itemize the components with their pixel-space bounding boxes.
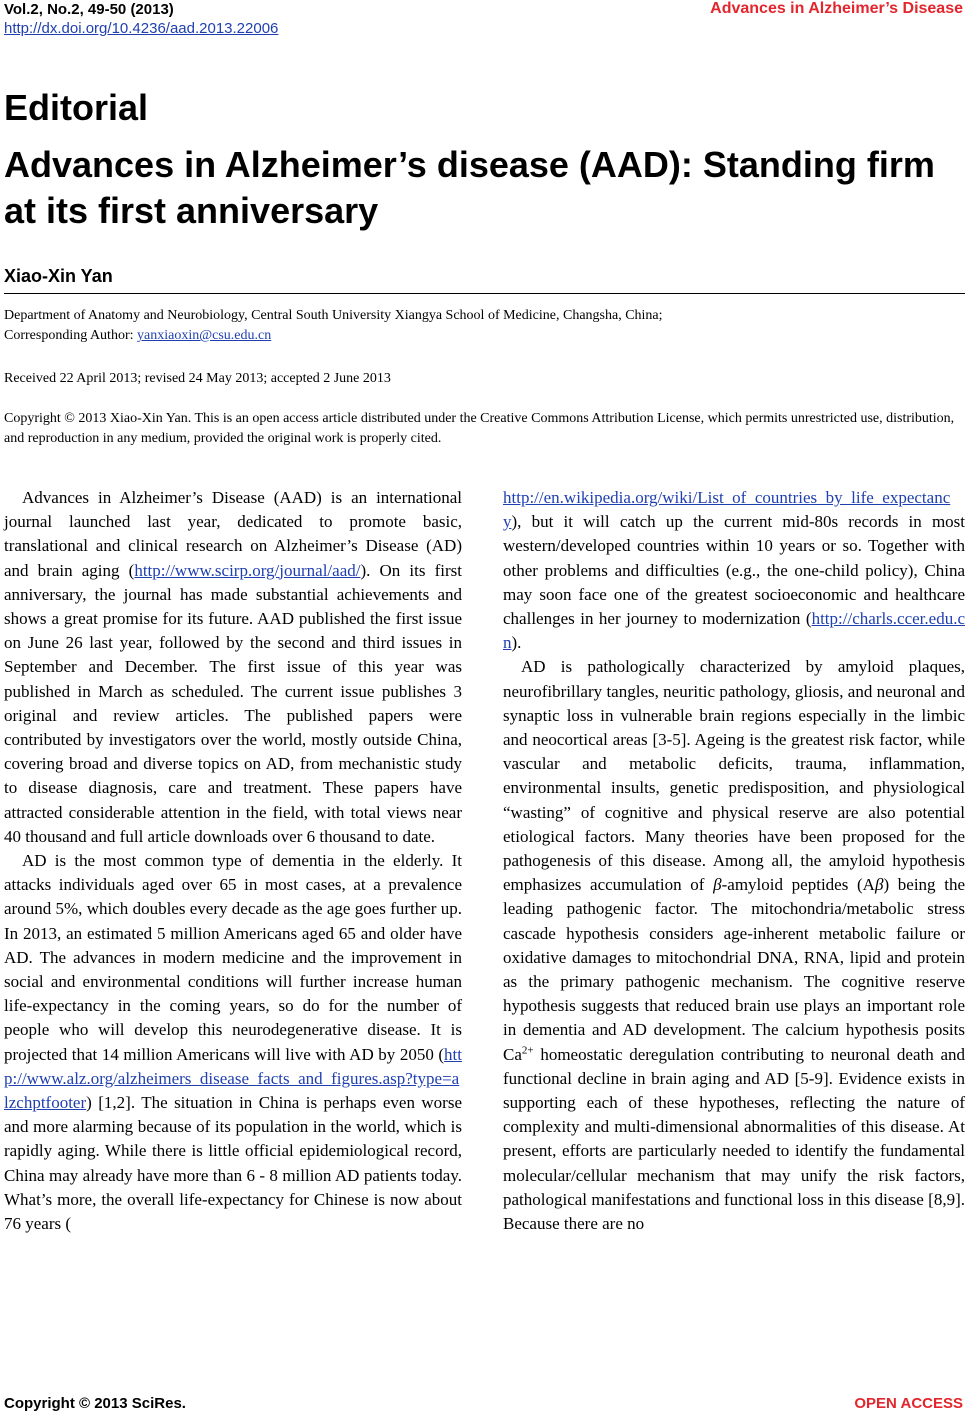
paragraph-epidemiology-cont — [503, 486, 965, 655]
paragraph-intro — [4, 486, 462, 849]
text-run: AD is the most common type of dementia in the elderly. It attacks individuals aged over 65 in most cases, at a prevalence around 5%, which doubles every decade as the age goes further up. In 2013, an estimated 5 million Americans aged 65 and older have AD. The advances in modern medicine and the improvement in social and environmental conditions will further increase human life-expectancy in the coming years, so do for the number of people who will develop this neurodegenerative disease. It is projected that 14 million Americans will live with AD by 2050 ( — [4, 851, 462, 1064]
charls-link[interactable]: http://charls.ccer.edu.cn — [503, 609, 965, 653]
journal-link[interactable]: http://www.scirp.org/journal/aad/ — [134, 560, 361, 580]
journal-name: Advances in Alzheimer’s Disease — [710, 0, 963, 17]
affiliation: Department of Anatomy and Neurobiology, Central South University Xiangya School of Medicine, Changsha, China; — [4, 308, 663, 323]
text-run: Advances in Alzheimer’s Disease (AAD) is an international journal launched last year, dedicated to promote basic, translational and clinical research on Alzheimer’s Disease (AD) and brain aging ( — [4, 488, 462, 580]
corresponding-label: Corresponding Author: — [4, 328, 137, 343]
doi-link[interactable]: http://dx.doi.org/10.4236/aad.2013.22006 — [4, 20, 279, 37]
article-title: Advances in Alzheimer’s disease (AAD): Standing firm at its first anniversary — [4, 144, 935, 231]
text-run: ) [1,2]. The situation in China is perhaps even worse and more alarming because of its population in the world, which is rapidly aging. While there is little official epidemiological record, China may already have more than 6 - 8 million AD patients today. What’s more, the overall life-expectancy for Chinese is now about 76 years ( — [4, 1093, 462, 1234]
text-run: AD is pathologically characterized by amyloid plaques, neurofibrillary tangles, neuritic pathology, gliosis, and neuronal and synaptic loss in vulnerable brain regions especially in the limbic and neocortical areas [3-5]. Ageing is the greatest risk factor, while vascular and metabolic deficits, trauma, inflammation, environmental insults, genetic predisposition, and physiological “wasting” of cognitive and physical reserve are also potential etiological factors. Many theories have been proposed for the pathogenesis of this disease. Among all, the amyloid hypothesis emphasizes accumulation of — [503, 657, 965, 895]
text-run: ). On its first anniversary, the journal has made substantial achievements and shows a great promise for its future. AAD published the first issue on June 26 last year, followed by the second and third issues in September and December. The first issue of this year was published in March as scheduled. The current issue publishes 3 original and review articles. The published papers were contributed by investigators over the world, mostly outside China, covering broad and diverse topics on AD, from mechanistic study to disease diagnosis, care and treatment. These papers have attracted considerable attention in the field, with total views near 40 thousand and full article downloads over 6 thousand to date. — [4, 560, 463, 846]
title-divider — [4, 293, 965, 294]
footer-open-access: OPEN ACCESS — [854, 1395, 963, 1412]
beta-symbol: β — [874, 875, 884, 895]
corresponding-email-link[interactable]: yanxiaoxin@csu.edu.cn — [137, 328, 272, 343]
received-dates: Received 22 April 2013; revised 24 May 2013; accepted 2 June 2013 — [4, 371, 391, 386]
text-run: homeostatic deregulation contributing to neuronal death and functional decline in brain aging and AD [5-9]. Evidence exists in supporting each of these hypotheses, reflecting the nature of complexity and multi-dimensional abnormalities of this disease. At present, efforts are particularly needed to identify the fundamental molecular/cellular mechanism that may unify the risk factors, pathological manifestations and functional loss in this disease [8,9]. Because there are no — [503, 1044, 965, 1234]
text-run: ). — [511, 633, 522, 653]
text-run: -amyloid peptides (A — [721, 875, 875, 895]
paragraph-pathology — [503, 655, 965, 1236]
page-header-left — [4, 0, 278, 38]
author-name: Xiao-Xin Yan — [4, 266, 113, 286]
superscript: 2+ — [521, 1044, 534, 1057]
body-column-left — [4, 486, 462, 1236]
footer-copyright: Copyright © 2013 SciRes. — [4, 1395, 186, 1412]
copyright-note: Copyright © 2013 Xiao-Xin Yan. This is an open access article distributed under the Creative Commons Attribution License, which permits unrestricted use, distribution, and reproduction in any medium, provided the original work is properly cited. — [4, 411, 955, 446]
wikipedia-link[interactable]: http://en.wikipedia.org/wiki/List_of_countries_by_life_expectancy — [503, 488, 951, 532]
beta-symbol: β — [713, 875, 722, 895]
affiliation-block — [4, 306, 965, 346]
alz-facts-link[interactable]: http://www.alz.org/alzheimers_disease_facts_and_figures.asp?type=alzchptfooter — [4, 1044, 462, 1113]
section-label: Editorial — [4, 87, 149, 128]
text-run: ) being the leading pathogenic factor. The mitochondria/metabolic stress cascade hypothesis considers age-inherent metabolic failure or oxidative damages to mitochondrial DNA, RNA, lipid and protein as the primary pathogenic mechanism. The cognitive reserve hypothesis suggests that reduced brain use plays an important role in dementia and AD development. The calcium hypothesis posits Ca — [503, 875, 966, 1064]
volume-info: Vol.2, No.2, 49-50 (2013) — [4, 1, 174, 18]
text-run: ), but it will catch up the current mid-80s records in most western/developed countries within 10 years or so. Together with other problems and difficulties (e.g., the one-child policy), China may soon face one of the greatest socioeconomic and healthcare challenges in her journey to modernization ( — [503, 512, 965, 629]
corresponding-author — [4, 326, 965, 346]
body-column-right — [503, 486, 965, 1236]
paragraph-epidemiology — [4, 849, 462, 1236]
